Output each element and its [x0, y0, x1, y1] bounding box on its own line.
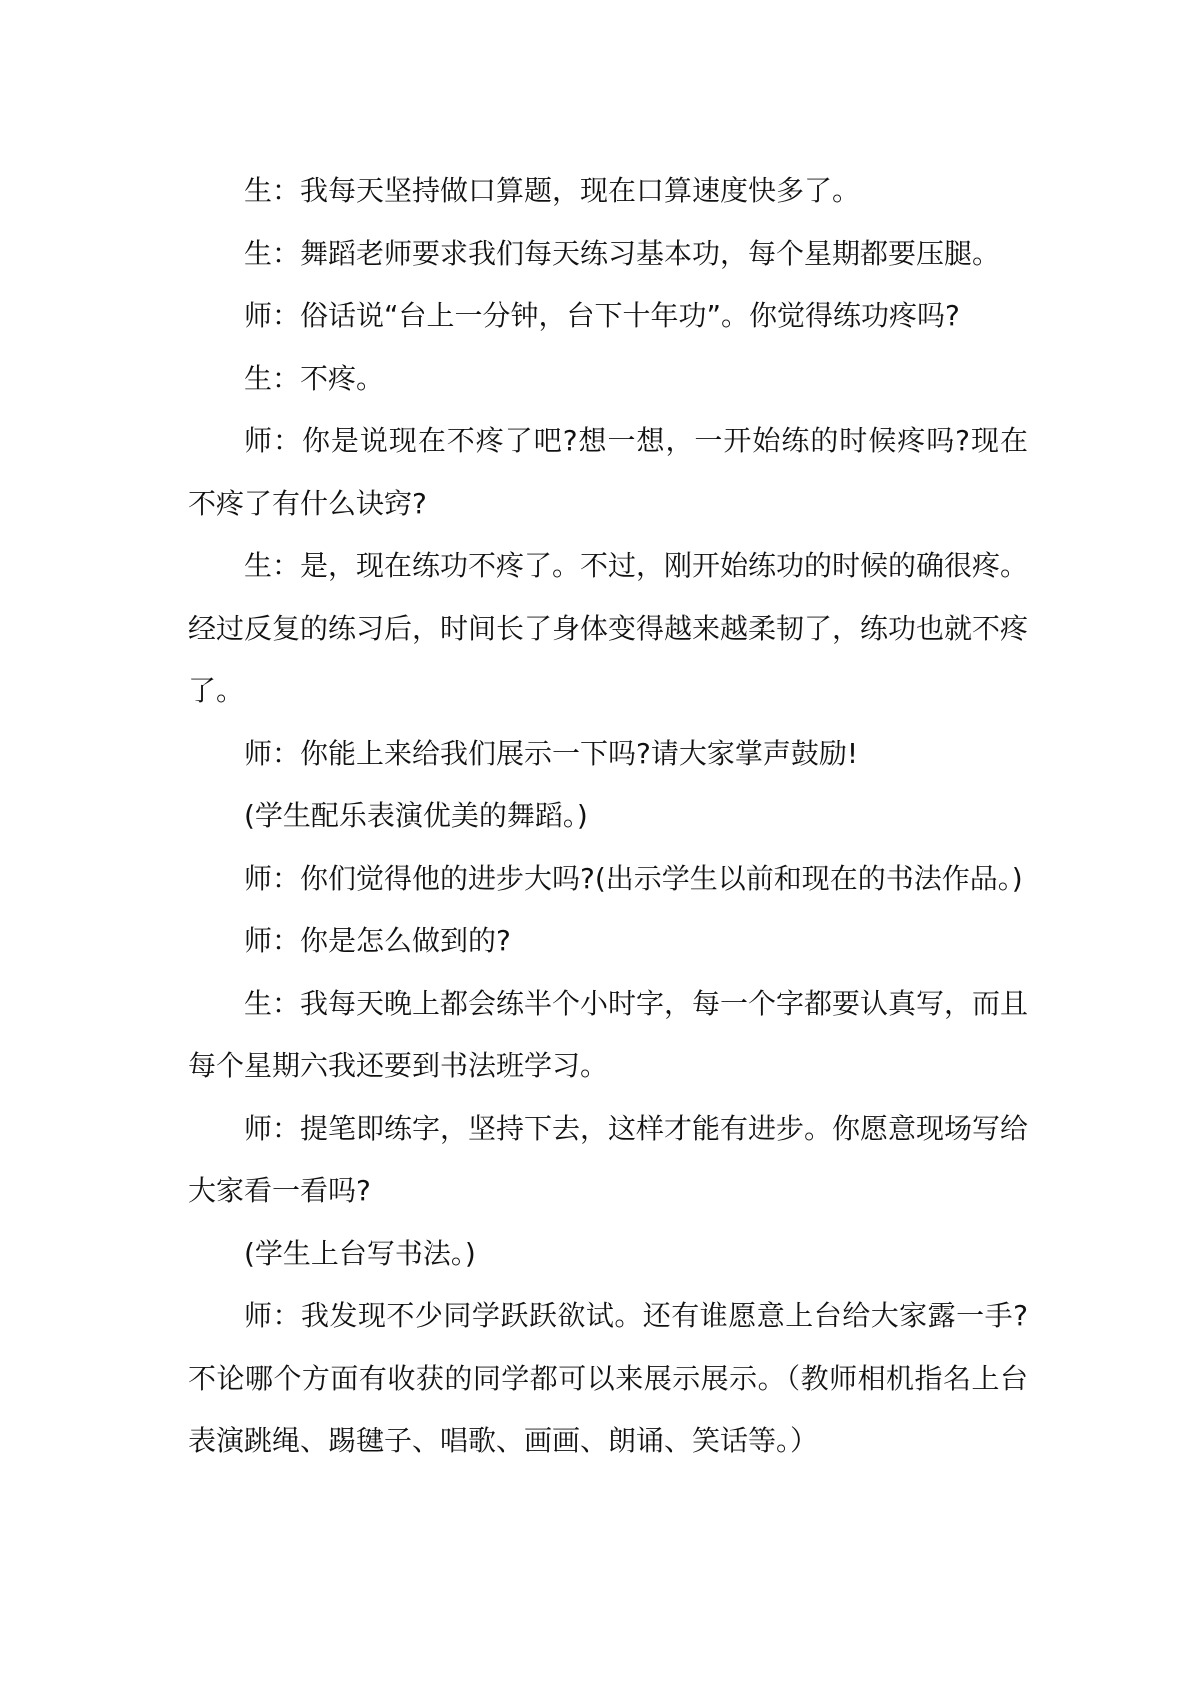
document-body	[188, 160, 1028, 1473]
paragraph-2: 生：舞蹈老师要求我们每天练习基本功，每个星期都要压腿。	[244, 236, 1001, 270]
paragraph-12: 师：提笔即练字，坚持下去，这样才能有进步。你愿意现场写给大家看一看吗?	[188, 1111, 1029, 1207]
paragraph-8: (学生配乐表演优美的舞蹈。)	[244, 799, 588, 832]
paragraph-7: 师：你能上来给我们展示一下吗?请大家掌声鼓励!	[244, 736, 859, 770]
paragraph-5: 师：你是说现在不疼了吧?想一想，一开始练的时候疼吗?现在不疼了有什么诀窍?	[188, 424, 1028, 520]
paragraph-3: 师：俗话说“台上一分钟，台下十年功”。你觉得练功疼吗?	[244, 299, 960, 332]
paragraph-4: 生：不疼。	[244, 361, 385, 395]
paragraph-9: 师：你们觉得他的进步大吗?(出示学生以前和现在的书法作品。)	[244, 861, 1023, 895]
paragraph-10: 师：你是怎么做到的?	[244, 924, 511, 957]
paragraph-11: 生：我每天晚上都会练半个小时字，每一个字都要认真写，而且每个星期六我还要到书法班学习。	[188, 986, 1029, 1082]
paragraph-13: (学生上台写书法。)	[244, 1236, 476, 1270]
paragraph-6: 生：是，现在练功不疼了。不过，刚开始练功的时候的确很疼。经过反复的练习后，时间长了身体变得越来越柔韧了，练功也就不疼了。	[188, 549, 1029, 707]
paragraph-1: 生：我每天坚持做口算题，现在口算速度快多了。	[244, 174, 861, 207]
paragraph-14: 师：我发现不少同学跃跃欲试。还有谁愿意上台给大家露一手?不论哪个方面有收获的同学都可以来展示展示。（教师相机指名上台表演跳绳、踢毽子、唱歌、画画、朗诵、笑话等。）	[188, 1299, 1028, 1457]
